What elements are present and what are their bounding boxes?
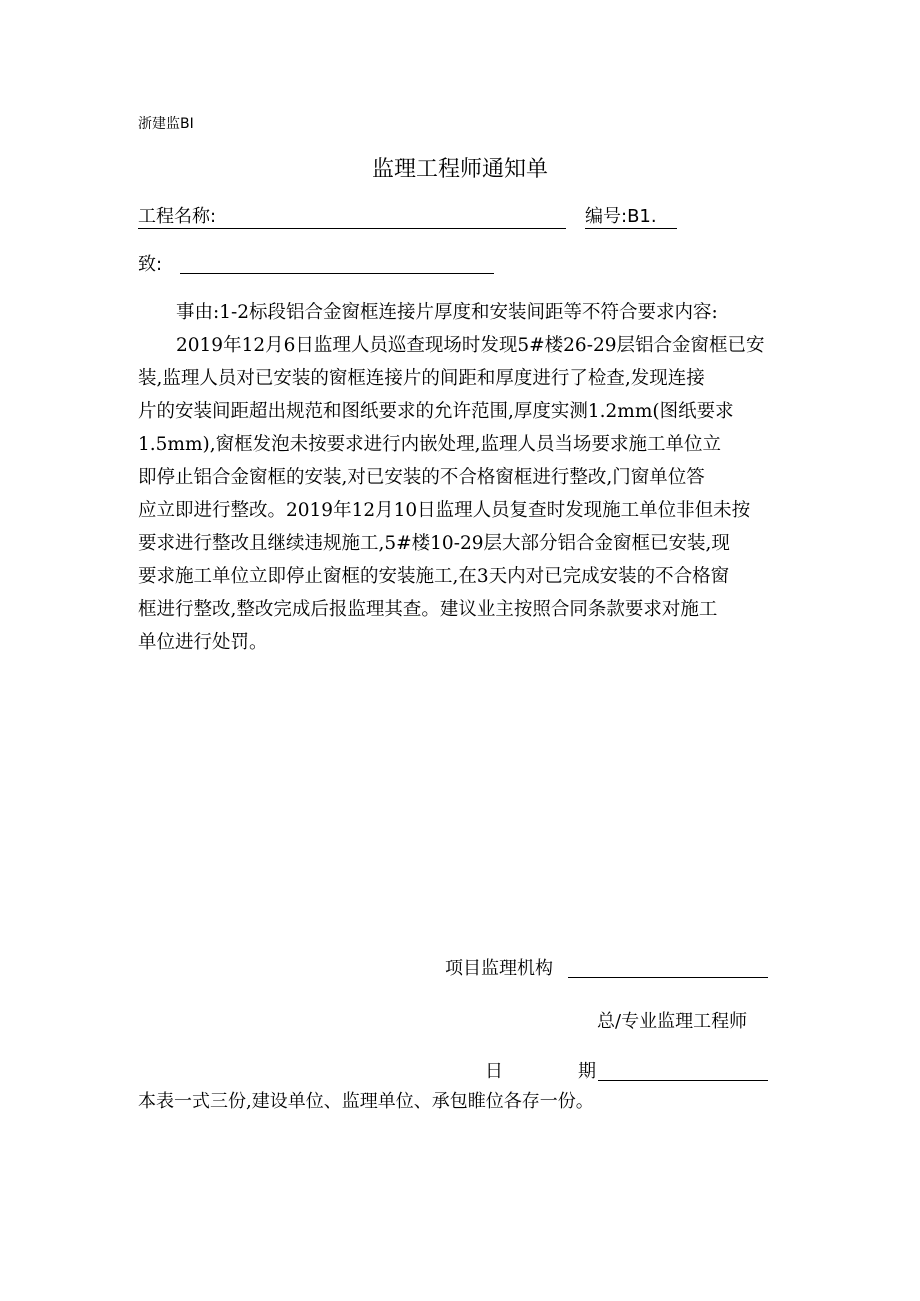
number-underline — [585, 228, 677, 229]
body-line: 片的安装间距超出规范和图纸要求的允许范围,厚度实测1.2mm(图纸要求 — [138, 401, 734, 422]
body-line: 即停止铝合金窗框的安装,对已安装的不合格窗框进行整改,门窗单位答 — [138, 467, 705, 488]
project-name-underline — [138, 228, 566, 229]
date-label-period: 期 — [578, 1061, 596, 1082]
body-line: 应立即进行整改。2019年12月10日监理人员复查时发现施工单位非但未按 — [138, 500, 751, 521]
notice-body — [138, 296, 782, 659]
body-line: 2019年12月6日监理人员巡查现场时发现5#楼26-29层铝合金窗框已安 — [176, 335, 765, 356]
body-line: 装,监理人员对已安装的窗框连接片的间距和厚度进行了检查,发现连接 — [138, 368, 705, 389]
reason-line: 事由:1-2标段铝合金窗框连接片厚度和安装间距等不符合要求内容: — [176, 302, 718, 323]
to-underline — [180, 273, 494, 274]
date-label-day: 日 — [485, 1061, 503, 1082]
document-title: 监理工程师通知单 — [371, 157, 548, 182]
supervision-org-label: 项目监理机构 — [445, 958, 553, 979]
number-label: 编号:B1. — [585, 206, 657, 227]
engineer-label: 总/专业监理工程师 — [597, 1011, 748, 1032]
supervision-org-underline — [568, 977, 768, 978]
to-label: 致: — [138, 254, 163, 275]
project-name-label: 工程名称: — [138, 206, 217, 227]
date-underline — [598, 1080, 768, 1081]
body-line: 要求进行整改且继续违规施工,5#楼10-29层大部分铝合金窗框已安装,现 — [138, 533, 730, 554]
body-line: 单位进行处罚。 — [138, 632, 268, 653]
form-code: 浙建监BI — [138, 116, 194, 132]
footer-note: 本表一式三份,建设单位、监理单位、承包睢位各存一份。 — [138, 1091, 594, 1112]
body-line: 要求施工单位立即停止窗框的安装施工,在3天内对已完成安装的不合格窗 — [138, 566, 730, 587]
body-line: 框进行整改,整改完成后报监理其查。建议业主按照合同条款要求对施工 — [138, 599, 718, 620]
body-line: 1.5mm),窗框发泡未按要求进行内嵌处理,监理人员当场要求施工单位立 — [138, 434, 721, 455]
